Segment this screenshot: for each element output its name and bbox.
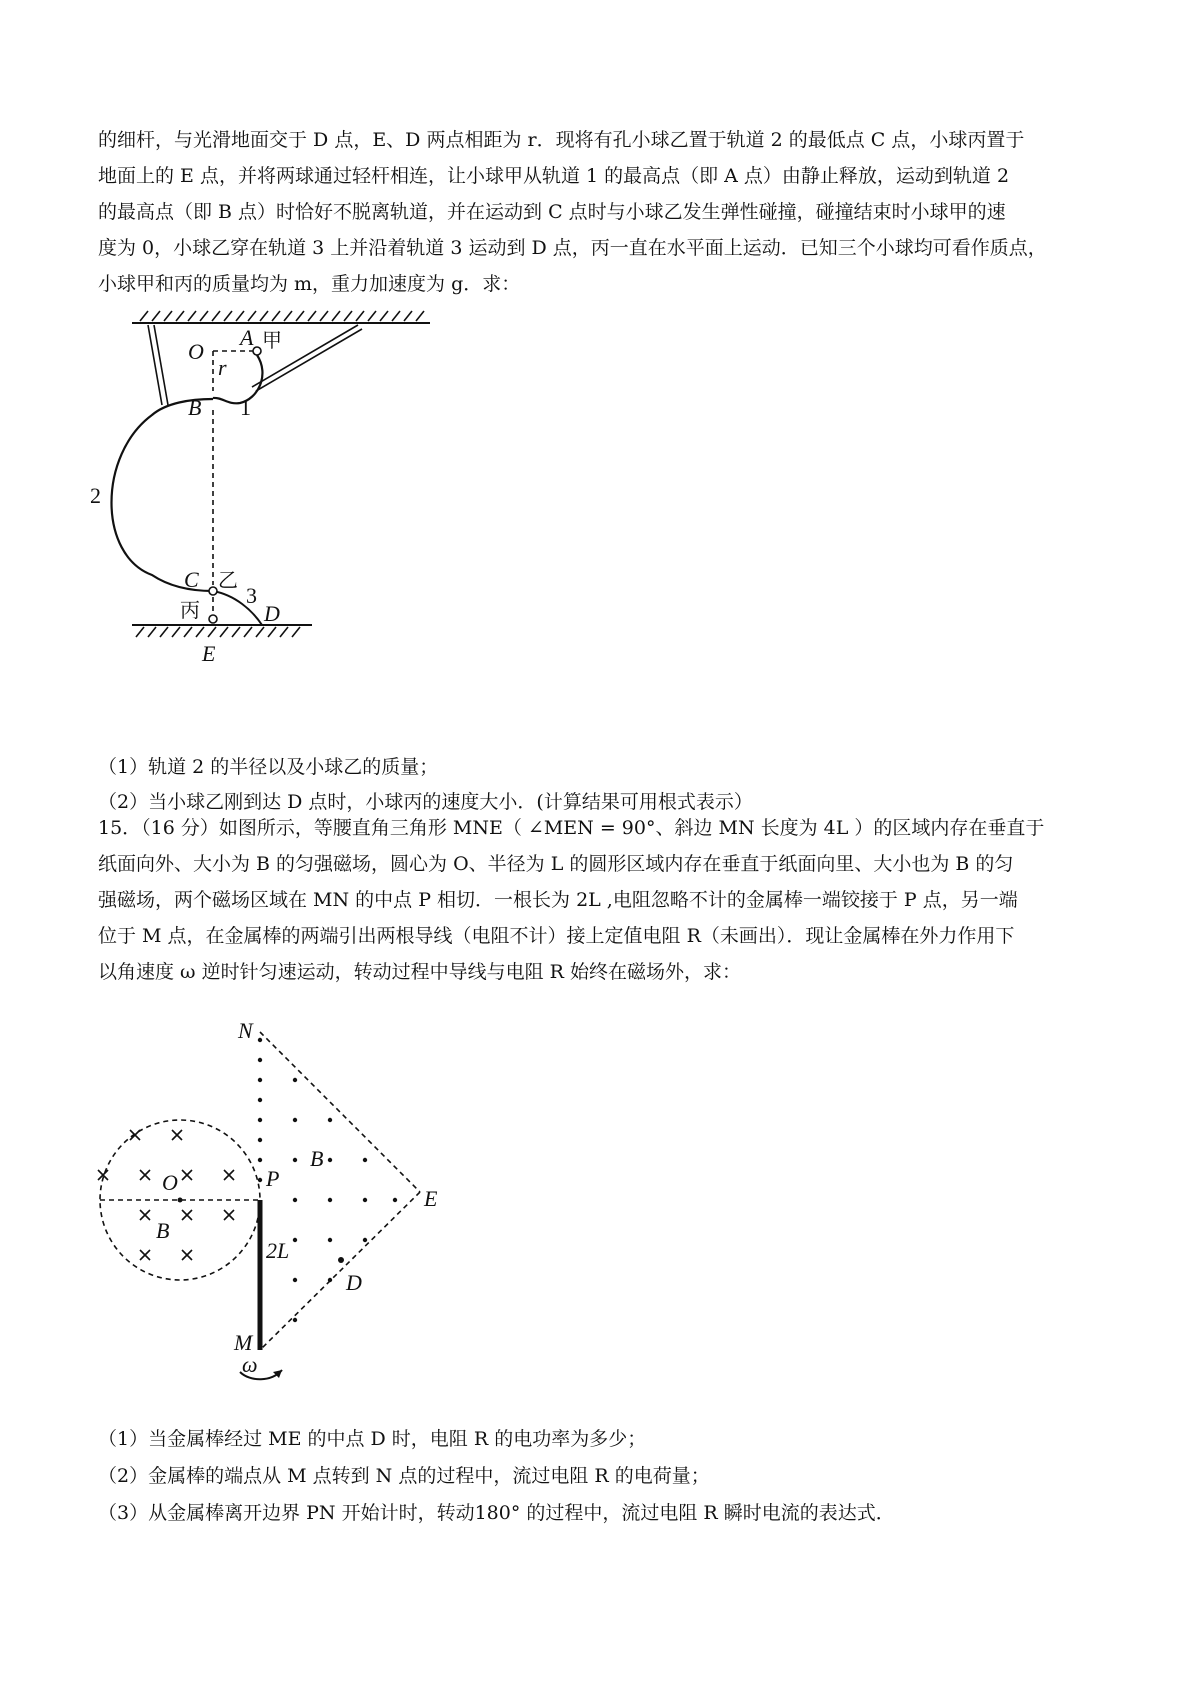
problem14-line-5: 小球甲和丙的质量均为 m，重力加速度为 g．求： [98, 273, 521, 295]
triangle-region [260, 1032, 420, 1350]
label-track-3: 3 [246, 583, 257, 608]
problem15-line-4: 位于 M 点，在金属棒的两端引出两根导线（电阻不计）接上定值电阻 R（未画出）．现让金属棒在外力作用下 [98, 925, 1015, 947]
label-E: E [202, 641, 216, 666]
field-out-dots [293, 1078, 397, 1322]
problem14-line-2: 地面上的 E 点，并将两球通过轻杆相连，让小球甲从轨道 1 的最高点（即 A 点）由静止释放，运动到轨道 2 [98, 165, 1010, 187]
magnetic-field-figure [90, 1010, 470, 1410]
label-O: O [162, 1170, 178, 1195]
label-r: r [218, 355, 227, 380]
label-P: P [266, 1166, 280, 1191]
label-jia: 甲 [262, 328, 282, 352]
problem15-question-1: （1）当金属棒经过 ME 的中点 D 时，电阻 R 的电功率为多少； [98, 1428, 647, 1450]
label-omega: ω [242, 1352, 258, 1377]
problem15-question-2: （2）金属棒的端点从 M 点转到 N 点的过程中，流过电阻 R 的电荷量； [98, 1465, 710, 1487]
label-track-2: 2 [90, 483, 101, 508]
problem15-line-5: 以角速度 ω 逆时针匀速运动，转动过程中导线与电阻 R 始终在磁场外，求： [98, 961, 741, 983]
problem14-line-3: 的最高点（即 B 点）时恰好不脱离轨道，并在运动到 C 点时与小球乙发生弹性碰撞，碰撞结束时小球甲的速 [98, 201, 1006, 223]
problem14-question-2: （2）当小球乙刚到达 D 点时，小球丙的速度大小．(计算结果可用根式表示） [98, 791, 753, 813]
label-D: D [346, 1270, 362, 1295]
problem14-intro [98, 122, 1110, 302]
problem14-line-4: 度为 0，小球乙穿在轨道 3 上并沿着轨道 3 运动到 D 点，丙一直在水平面上运动．已知三个小球均可看作质点， [98, 237, 1047, 259]
label-yi: 乙 [218, 568, 238, 592]
label-N: N [238, 1018, 253, 1043]
ball-yi [209, 587, 217, 595]
problem15-line-3: 强磁场，两个磁场区域在 MN 的中点 P 相切．一根长为 2L ,电阻忽略不计的金属棒一端铰接于 P 点，另一端 [98, 889, 1018, 911]
mn-boundary [258, 1038, 262, 1182]
label-track-1: 1 [240, 395, 251, 420]
label-rod-length: 2L [266, 1238, 290, 1263]
track-figure [90, 305, 490, 735]
ball-bing [209, 615, 217, 623]
label-C: C [184, 567, 199, 592]
problem15-line-1: 15．（16 分）如图所示，等腰直角三角形 MNE（ ∠MEN = 90°、斜边 MN 长度为 4L ）的区域内存在垂直于 [98, 817, 1045, 839]
problem15-question-3: （3）从金属棒离开边界 PN 开始计时，转动180° 的过程中，流过电阻 R 瞬时电流的表达式． [98, 1502, 895, 1524]
ceiling [132, 311, 430, 323]
label-O: O [188, 339, 204, 364]
ground [132, 625, 312, 637]
label-B-circle: B [156, 1218, 170, 1243]
problem14-question-1: （1）轨道 2 的半径以及小球乙的质量； [98, 756, 439, 778]
label-A: A [240, 325, 254, 350]
problem15-line-2: 纸面向外、大小为 B 的匀强磁场，圆心为 O、半径为 L 的圆形区域内存在垂直于纸面向里、大小也为 B 的匀 [98, 853, 1014, 875]
problem15-intro [98, 810, 1110, 990]
label-B-triangle: B [310, 1146, 324, 1171]
label-B: B [188, 395, 202, 420]
problem14-line-1: 的细杆，与光滑地面交于 D 点，E、D 两点相距为 r．现将有孔小球乙置于轨道 2 的最低点 C 点，小球丙置于 [98, 129, 1025, 151]
label-E: E [424, 1186, 438, 1211]
label-D: D [264, 601, 280, 626]
track-2 [112, 399, 214, 591]
label-M: M [234, 1330, 253, 1355]
label-bing: 丙 [180, 598, 200, 622]
ball-jia [253, 347, 261, 355]
center-O [178, 1198, 183, 1203]
